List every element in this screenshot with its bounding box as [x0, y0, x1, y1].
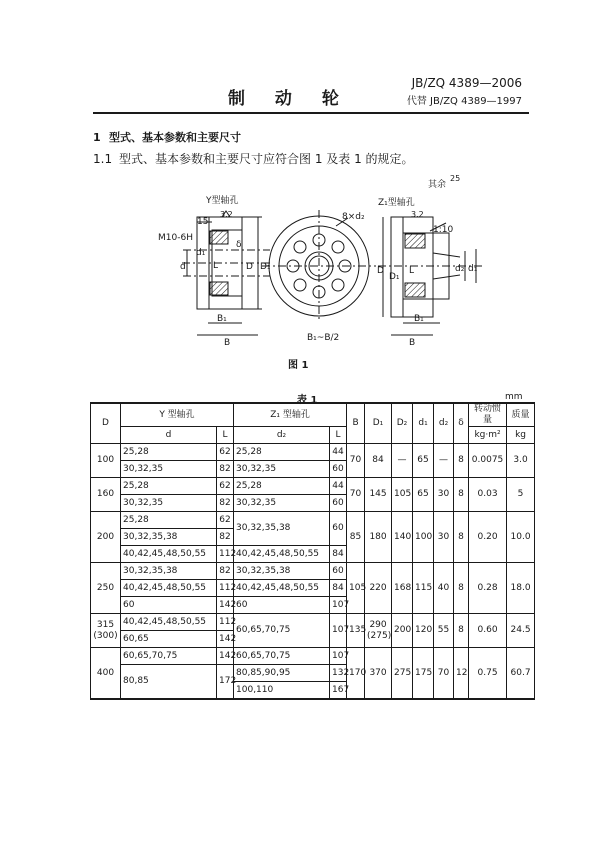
cell-delta: 8 — [454, 444, 469, 478]
cell-z-L: 44 — [330, 478, 347, 495]
cell-y-d: 25,28 — [121, 512, 217, 529]
cell-d1: 65 — [413, 444, 434, 478]
cell-z-L: 132 — [330, 665, 347, 682]
cell-y-L: 82 — [217, 563, 234, 580]
col-header-inertia-unit: kg·m² — [469, 427, 507, 444]
cell-z-d: 60 — [234, 597, 330, 614]
cell-z-L: 107 — [330, 597, 347, 614]
cell-d1: 120 — [413, 614, 434, 648]
cell-z-L: 107 — [330, 614, 347, 648]
col-header-D2: D₂ — [392, 403, 413, 444]
figure-caption: 图 1 — [288, 360, 309, 371]
cell-d1: 65 — [413, 478, 434, 512]
cell-y-d: 40,42,45,48,50,55 — [121, 580, 217, 597]
dim-D-left: D — [246, 262, 253, 272]
cell-z-d: 30,32,35,38 — [234, 512, 330, 546]
cell-z-d: 25,28 — [234, 444, 330, 461]
dim-B1-left: B₁ — [217, 314, 227, 324]
cell-y-L: 62 — [217, 478, 234, 495]
table-row — [91, 614, 535, 631]
y-type-section-view — [182, 211, 272, 335]
table-header-row — [91, 403, 535, 427]
cell-D1 — [365, 614, 392, 648]
replaces-standard: 代替 JB/ZQ 4389—1997 — [406, 96, 522, 107]
col-header-inertia: 转动惯量 — [469, 403, 507, 427]
cell-y-L: 82 — [217, 495, 234, 512]
header-rule — [93, 112, 529, 114]
cell-z-d: 30,32,35 — [234, 495, 330, 512]
cell-inertia: 0.75 — [469, 648, 507, 700]
cell-z-d: 100,110 — [234, 682, 330, 700]
cell-y-d: 30,32,35,38 — [121, 563, 217, 580]
cell-d1: 100 — [413, 512, 434, 563]
cell-D1: 180 — [365, 512, 392, 563]
cell-z-d: 25,28 — [234, 478, 330, 495]
cell-z-d: 60,65,70,75 — [234, 648, 330, 665]
cell-y-d: 80,85 — [121, 665, 217, 700]
cell-D1: 145 — [365, 478, 392, 512]
taper-label: 1:10 — [433, 225, 454, 235]
z1-type-label: Z₁型轴孔 — [378, 198, 415, 208]
section-title: 型式、基本参数和主要尺寸 — [109, 131, 241, 144]
cell-z-L: 60 — [330, 461, 347, 478]
cell-D2: 168 — [392, 563, 413, 614]
cell-z-d: 40,42,45,48,50,55 — [234, 580, 330, 597]
table-subheader-row — [91, 427, 535, 444]
cell-y-L: 62 — [217, 444, 234, 461]
cell-z-L: 60 — [330, 495, 347, 512]
cell-B: 135 — [347, 614, 365, 648]
cell-mass: 10.0 — [507, 512, 535, 563]
cell-y-L: 142 — [217, 597, 234, 614]
cell-D-main: 315 — [96, 619, 115, 630]
col-header-delta: δ — [454, 403, 469, 444]
col-header-D1: D₁ — [365, 403, 392, 444]
cell-D: 200 — [91, 512, 121, 563]
document-title: 制 动 轮 — [228, 89, 351, 109]
clause-number: 1.1 — [93, 152, 113, 166]
cell-y-L: 112 — [217, 614, 234, 631]
col-header-D: D — [91, 403, 121, 444]
dim-15: 15 — [197, 217, 209, 227]
cell-delta: 8 — [454, 478, 469, 512]
col-header-mass-unit: kg — [507, 427, 535, 444]
cell-D: 250 — [91, 563, 121, 614]
clause-text: 型式、基本参数和主要尺寸应符合图 1 及表 1 的规定。 — [119, 152, 414, 166]
col-header-z-group: Z₁ 型轴孔 — [234, 403, 347, 427]
cell-D2: 105 — [392, 478, 413, 512]
cell-z-L: 60 — [330, 512, 347, 546]
cell-z-L: 84 — [330, 580, 347, 597]
cell-mass: 24.5 — [507, 614, 535, 648]
table-row — [91, 563, 535, 580]
cell-z-L: 167 — [330, 682, 347, 700]
cell-mass: 3.0 — [507, 444, 535, 478]
cell-z-L: 107 — [330, 648, 347, 665]
section-number: 1 — [93, 131, 101, 144]
cell-d2: 30 — [434, 478, 454, 512]
cell-y-d: 30,32,35,38 — [121, 529, 217, 546]
front-view-circle — [262, 210, 376, 322]
cell-y-L: 82 — [217, 461, 234, 478]
thread-label: M10-6H — [158, 233, 193, 243]
cell-z-L: 60 — [330, 563, 347, 580]
cell-z-d: 30,32,35,38 — [234, 563, 330, 580]
cell-d1: 115 — [413, 563, 434, 614]
table-row — [91, 648, 535, 665]
cell-y-d: 25,28 — [121, 478, 217, 495]
cell-y-d: 60,65,70,75 — [121, 648, 217, 665]
cell-z-L: 84 — [330, 546, 347, 563]
rest-roughness-value: 25 — [450, 174, 461, 183]
cell-inertia: 0.0075 — [469, 444, 507, 478]
cell-inertia: 0.20 — [469, 512, 507, 563]
cell-y-L: 112 — [217, 580, 234, 597]
cell-y-L: 82 — [217, 529, 234, 546]
figure-1-drawing — [0, 165, 600, 355]
dim-D-right: D — [377, 266, 384, 276]
cell-D: 160 — [91, 478, 121, 512]
y-type-label: Y型轴孔 — [206, 196, 239, 206]
cell-z-L: 44 — [330, 444, 347, 461]
cell-B: 170 — [347, 648, 365, 700]
cell-y-d: 30,32,35 — [121, 461, 217, 478]
cell-y-L: 62 — [217, 512, 234, 529]
cell-delta: 8 — [454, 563, 469, 614]
standard-code: JB/ZQ 4389—2006 — [411, 76, 522, 90]
rest-roughness-label: 其余 — [428, 180, 447, 190]
col-header-y-d: d — [121, 427, 217, 444]
dim-B-right: B — [409, 338, 416, 348]
cell-D2: 275 — [392, 648, 413, 700]
cell-inertia: 0.60 — [469, 614, 507, 648]
cell-B: 70 — [347, 478, 365, 512]
table-caption: 表 1 — [297, 395, 318, 406]
cell-d2: 30 — [434, 512, 454, 563]
cell-y-d: 60,65 — [121, 631, 217, 648]
table-unit: mm — [505, 392, 523, 402]
cell-mass: 18.0 — [507, 563, 535, 614]
cell-D1-main: 290 — [369, 619, 387, 630]
cell-y-L: 112 — [217, 546, 234, 563]
cell-z-d: 30,32,35 — [234, 461, 330, 478]
cell-D2: 140 — [392, 512, 413, 563]
table-row — [91, 478, 535, 495]
cell-inertia: 0.28 — [469, 563, 507, 614]
cell-d2: 40 — [434, 563, 454, 614]
roughness-left: 3.2 — [220, 210, 233, 219]
cell-y-d: 25,28 — [121, 444, 217, 461]
cell-B: 85 — [347, 512, 365, 563]
cell-delta: 8 — [454, 512, 469, 563]
dim-D1-right: D₁ — [389, 272, 400, 282]
cell-y-L: 172 — [217, 665, 234, 700]
dim-B1-right: B₁ — [414, 314, 424, 324]
roughness-right: 3.2 — [411, 210, 424, 219]
dim-D1-left: D₁ — [260, 262, 271, 272]
cell-z-d: 40,42,45,48,50,55 — [234, 546, 330, 563]
col-header-z-L: L — [330, 427, 347, 444]
cell-z-d: 80,85,90,95 — [234, 665, 330, 682]
cell-z-d: 60,65,70,75 — [234, 614, 330, 648]
cell-D1: 84 — [365, 444, 392, 478]
cell-y-d: 30,32,35 — [121, 495, 217, 512]
data-table — [90, 402, 535, 700]
cell-D1: 370 — [365, 648, 392, 700]
cell-delta: 8 — [454, 614, 469, 648]
cell-y-d: 40,42,45,48,50,55 — [121, 546, 217, 563]
cell-D: 100 — [91, 444, 121, 478]
dim-delta: δ — [236, 240, 242, 250]
table-row — [91, 444, 535, 461]
cell-inertia: 0.03 — [469, 478, 507, 512]
dim-B-left: B — [224, 338, 231, 348]
cell-D2: 200 — [392, 614, 413, 648]
col-header-y-L: L — [217, 427, 234, 444]
dim-L-left: L — [213, 261, 219, 271]
cell-D1: 220 — [365, 563, 392, 614]
dim-d: d — [180, 262, 186, 272]
cell-B: 105 — [347, 563, 365, 614]
holes-label: 8×d₂ — [342, 212, 365, 222]
cell-d2: 70 — [434, 648, 454, 700]
cell-y-L: 142 — [217, 648, 234, 665]
dim-d1-right: d₁ — [468, 264, 478, 274]
cell-mass: 5 — [507, 478, 535, 512]
cell-mass: 60.7 — [507, 648, 535, 700]
cell-y-d: 60 — [121, 597, 217, 614]
col-header-y-group: Y 型轴孔 — [121, 403, 234, 427]
col-header-mass: 质量 — [507, 403, 535, 427]
cell-D: 400 — [91, 648, 121, 700]
col-header-B: B — [347, 403, 365, 444]
cell-B: 70 — [347, 444, 365, 478]
cell-d2: — — [434, 444, 454, 478]
col-header-d1: d₁ — [413, 403, 434, 444]
cell-d1: 175 — [413, 648, 434, 700]
cell-D2: — — [392, 444, 413, 478]
cell-D-alt: (300) — [93, 630, 118, 641]
cell-y-d: 40,42,45,48,50,55 — [121, 614, 217, 631]
dim-d1-left: d₁ — [196, 248, 206, 258]
dim-L-right: L — [409, 266, 415, 276]
cell-delta: 12 — [454, 648, 469, 700]
cell-y-L: 142 — [217, 631, 234, 648]
cell-D — [91, 614, 121, 648]
section-heading — [93, 129, 241, 145]
table-row — [91, 512, 535, 529]
b1-note: B₁~B/2 — [307, 333, 340, 343]
col-header-z-d: d₂ — [234, 427, 330, 444]
cell-D1-alt: (275) — [367, 630, 392, 641]
dim-dz: d₂ — [455, 264, 465, 274]
col-header-d2: d₂ — [434, 403, 454, 444]
cell-d2: 55 — [434, 614, 454, 648]
